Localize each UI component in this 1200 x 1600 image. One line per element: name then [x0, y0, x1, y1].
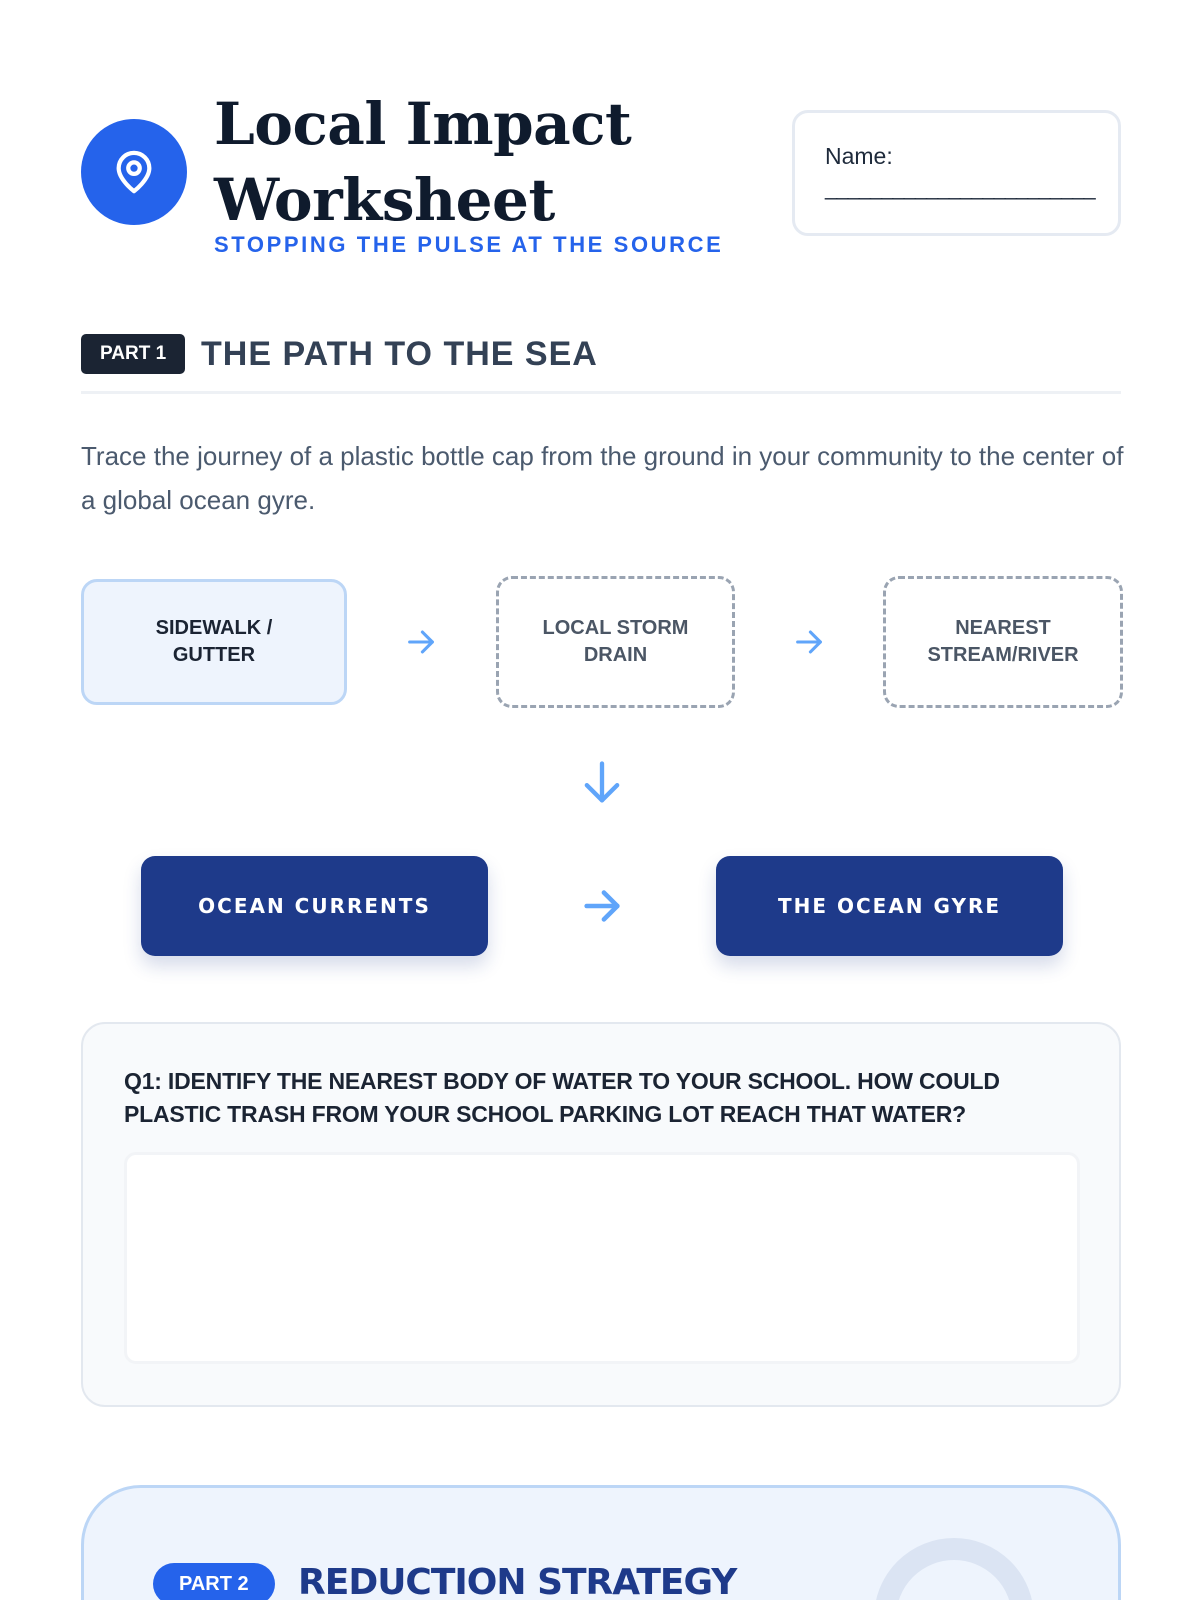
- question-q1: Q1: IDENTIFY THE NEAREST BODY OF WATER TO YOUR SCHOOL. HOW COULD PLASTIC TRASH FROM YOUR SCHOOL PARKING LOT REACH THAT WATER?: [124, 1068, 1000, 1127]
- part1-instructions: Trace the journey of a plastic bottle cap from the ground in your community to the center of a global ocean gyre.: [81, 441, 1124, 515]
- flow-step-stream-river-line1: NEAREST: [955, 617, 1051, 639]
- worksheet-header: [81, 86, 1121, 266]
- arrow-right-icon: [792, 625, 826, 659]
- arrow-down-icon: [576, 757, 628, 809]
- decorative-ring: [874, 1538, 1034, 1600]
- flow-step-stream-river-line2: STREAM/RIVER: [927, 644, 1079, 666]
- question-card-q1: [81, 1022, 1121, 1407]
- arrow-right-icon: [404, 625, 438, 659]
- flow-step-sidewalk: [81, 579, 347, 705]
- page-title: [214, 86, 631, 238]
- page-title-line1: Local Impact: [214, 90, 632, 158]
- flow-step-sidewalk-line1: SIDEWALK /: [155, 617, 273, 639]
- name-line: ________________________: [825, 175, 1095, 200]
- part1-heading: [81, 334, 1121, 394]
- part2-badge: PART 2: [153, 1563, 275, 1600]
- flow-step-storm-drain-line1: LOCAL STORM: [542, 617, 689, 639]
- map-pin-icon: [111, 149, 157, 195]
- part1-badge: PART 1: [81, 334, 185, 374]
- name-field[interactable]: [792, 110, 1121, 236]
- flow-step-ocean-currents: OCEAN CURRENTS: [141, 856, 488, 956]
- map-pin-badge: [81, 119, 187, 225]
- arrow-right-icon: [579, 883, 625, 929]
- page-subtitle: STOPPING THE PULSE AT THE SOURCE: [214, 232, 724, 257]
- flow-step-sidewalk-line2: GUTTER: [172, 644, 256, 666]
- flow-step-storm-drain: [496, 576, 735, 708]
- name-label: Name:: [825, 143, 893, 169]
- part2-title: REDUCTION STRATEGY: [298, 1562, 737, 1600]
- flow-step-stream-river: [883, 576, 1123, 708]
- page-title-line2: Worksheet: [214, 166, 555, 234]
- flow-step-ocean-gyre: THE OCEAN GYRE: [716, 856, 1063, 956]
- part2-section: [81, 1485, 1121, 1600]
- flow-step-storm-drain-line2: DRAIN: [583, 644, 648, 666]
- part1-title: THE PATH TO THE SEA: [201, 335, 598, 373]
- answer-area-q1[interactable]: [124, 1152, 1080, 1364]
